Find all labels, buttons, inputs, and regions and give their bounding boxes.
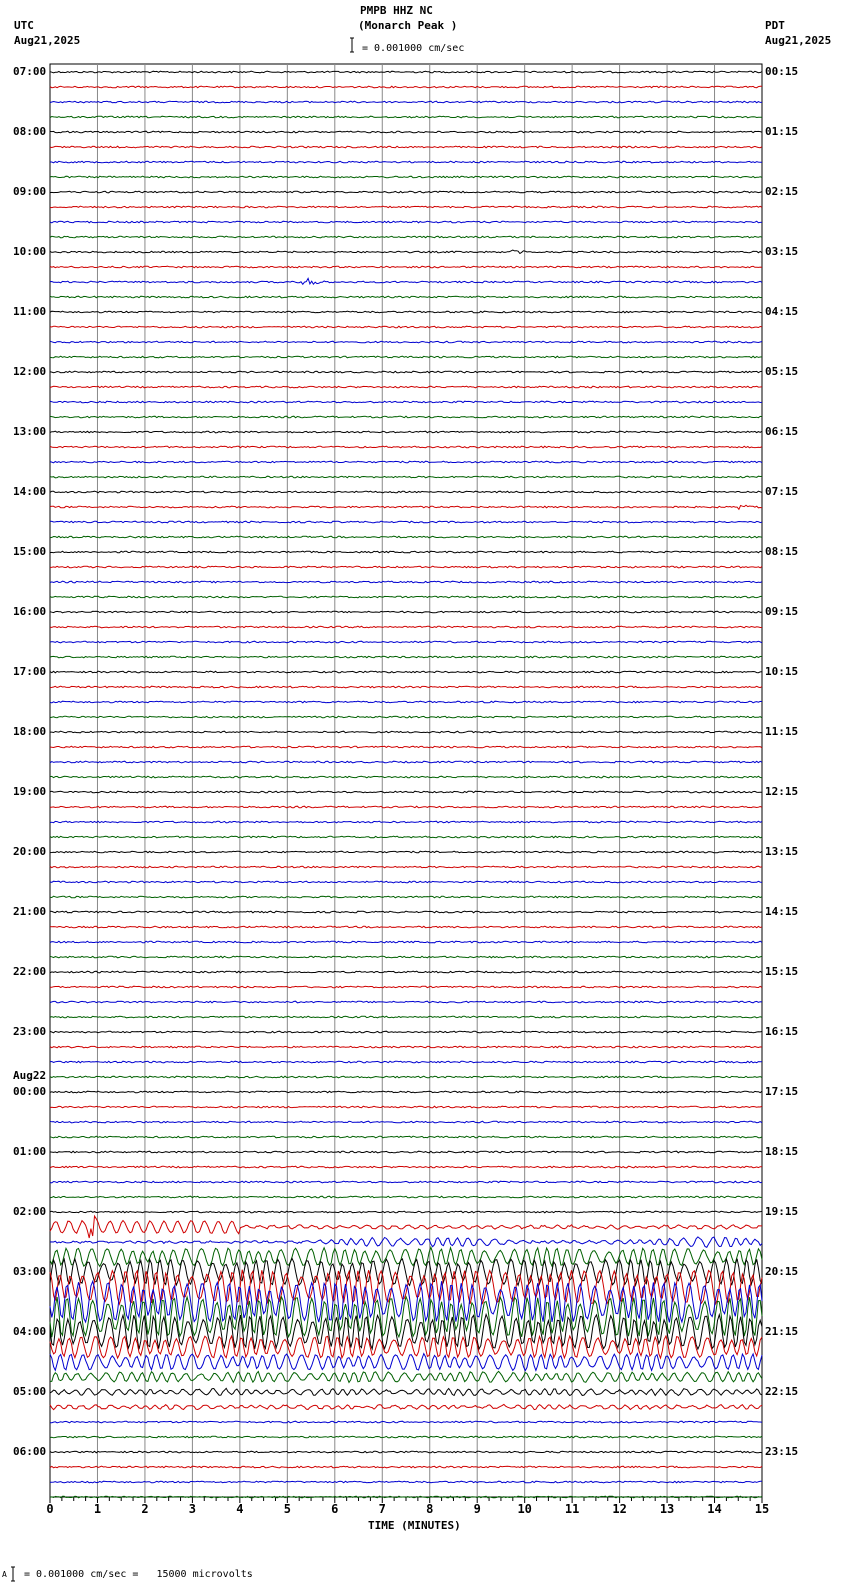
x-tick-label: 13: [659, 1502, 675, 1516]
trace-36: [50, 611, 762, 613]
pdt-hour-label: 08:15: [765, 545, 799, 558]
trace-12: [50, 250, 762, 253]
utc-hour-label: 01:00: [13, 1145, 47, 1158]
left-timezone: UTC: [14, 19, 34, 32]
utc-hour-label: 03:00: [13, 1265, 47, 1278]
trace-89: [50, 1404, 762, 1409]
pdt-hour-label: 10:15: [765, 665, 799, 678]
trace-10: [50, 221, 762, 223]
trace-66: [50, 1061, 762, 1063]
trace-20: [50, 371, 762, 373]
trace-15: [50, 296, 762, 298]
trace-55: [50, 896, 762, 898]
pdt-hour-label: 07:15: [765, 485, 799, 498]
right-date: Aug21,2025: [765, 34, 832, 47]
trace-82: [50, 1281, 762, 1322]
trace-73: [50, 1166, 762, 1168]
utc-hour-label: 19:00: [13, 785, 47, 798]
utc-hour-label: 09:00: [13, 185, 47, 198]
x-tick-label: 9: [473, 1502, 481, 1516]
trace-48: [50, 791, 762, 793]
x-tick-label: 7: [378, 1502, 386, 1516]
trace-90: [50, 1421, 762, 1423]
trace-62: [50, 1001, 762, 1003]
pdt-hour-label: 13:15: [765, 845, 799, 858]
trace-57: [50, 926, 762, 928]
trace-34: [50, 581, 762, 583]
trace-18: [50, 341, 762, 343]
pdt-hour-label: 01:15: [765, 125, 799, 138]
trace-0: [50, 71, 762, 73]
trace-29: [50, 505, 762, 509]
pdt-hour-label: 05:15: [765, 365, 799, 378]
trace-87: [50, 1371, 762, 1382]
utc-hour-label: 23:00: [13, 1025, 47, 1038]
trace-92: [50, 1451, 762, 1453]
trace-41: [50, 686, 762, 688]
trace-76: [50, 1211, 762, 1213]
x-tick-label: 4: [236, 1502, 244, 1516]
trace-64: [50, 1031, 762, 1033]
pdt-hour-label: 14:15: [765, 905, 799, 918]
trace-27: [50, 476, 762, 478]
trace-13: [50, 266, 762, 268]
utc-hour-label: 11:00: [13, 305, 47, 318]
trace-22: [50, 401, 762, 403]
trace-39: [50, 656, 762, 658]
pdt-hour-label: 21:15: [765, 1325, 799, 1338]
utc-hour-label: 13:00: [13, 425, 47, 438]
utc-hour-label: 22:00: [13, 965, 47, 978]
trace-50: [50, 821, 762, 823]
x-tick-label: 14: [707, 1502, 722, 1516]
trace-51: [50, 836, 762, 838]
utc-hour-label: 04:00: [13, 1325, 47, 1338]
pdt-hour-label: 23:15: [765, 1445, 799, 1458]
utc-hour-label: 16:00: [13, 605, 47, 618]
x-tick-label: 3: [188, 1502, 197, 1516]
trace-86: [50, 1354, 762, 1371]
x-tick-label: 1: [93, 1502, 102, 1516]
pdt-hour-label: 20:15: [765, 1265, 799, 1278]
trace-5: [50, 146, 762, 148]
pdt-hour-label: 16:15: [765, 1025, 799, 1038]
pdt-hour-label: 03:15: [765, 245, 799, 258]
trace-59: [50, 956, 762, 958]
trace-42: [50, 701, 762, 703]
trace-23: [50, 416, 762, 418]
trace-2: [50, 101, 762, 103]
trace-49: [50, 806, 762, 808]
trace-8: [50, 191, 762, 193]
trace-45: [50, 746, 762, 748]
footer-scale-bar-icon: [11, 1567, 15, 1581]
footer-scale-note: = 0.001000 cm/sec = 15000 microvolts: [24, 1569, 253, 1580]
trace-26: [50, 461, 762, 463]
utc-hour-label: 08:00: [13, 125, 47, 138]
trace-71: [50, 1136, 762, 1138]
utc-hour-label: 06:00: [13, 1445, 47, 1458]
utc-hour-label: 15:00: [13, 545, 47, 558]
utc-hour-label: 17:00: [13, 665, 47, 678]
pdt-hour-label: 06:15: [765, 425, 799, 438]
x-tick-label: 11: [564, 1502, 580, 1516]
x-tick-label: 8: [426, 1502, 434, 1516]
pdt-hour-label: 22:15: [765, 1385, 799, 1398]
trace-35: [50, 596, 762, 598]
trace-78: [50, 1237, 762, 1247]
utc-hour-label: 18:00: [13, 725, 47, 738]
trace-67: [50, 1076, 762, 1078]
trace-91: [50, 1436, 762, 1438]
trace-38: [50, 641, 762, 643]
x-tick-label: 10: [517, 1502, 532, 1516]
pdt-hour-label: 11:15: [765, 725, 799, 738]
trace-33: [50, 566, 762, 568]
trace-7: [50, 176, 762, 178]
trace-83: [50, 1297, 762, 1337]
trace-69: [50, 1106, 762, 1108]
utc-hour-label: 20:00: [13, 845, 47, 858]
trace-74: [50, 1181, 762, 1183]
utc-hour-label: 05:00: [13, 1385, 47, 1398]
x-tick-label: 0: [46, 1502, 54, 1516]
trace-9: [50, 206, 762, 208]
trace-94: [50, 1481, 762, 1483]
footer-prefix: A: [2, 1570, 7, 1579]
station-location: (Monarch Peak ): [358, 19, 458, 32]
x-tick-label: 5: [283, 1502, 291, 1516]
trace-79: [50, 1247, 762, 1266]
trace-14: [50, 278, 762, 284]
trace-93: [50, 1466, 762, 1468]
utc-hour-label: 00:00: [13, 1085, 47, 1098]
trace-11: [50, 236, 762, 238]
trace-63: [50, 1016, 762, 1018]
trace-56: [50, 911, 762, 913]
trace-44: [50, 731, 762, 733]
pdt-hour-label: 04:15: [765, 305, 799, 318]
utc-hour-label: 14:00: [13, 485, 47, 498]
date-change-label: Aug22: [13, 1069, 47, 1082]
pdt-hour-label: 18:15: [765, 1145, 799, 1158]
trace-1: [50, 86, 762, 88]
x-tick-label: 2: [141, 1502, 149, 1516]
left-date: Aug21,2025: [14, 34, 81, 47]
utc-hour-label: 12:00: [13, 365, 47, 378]
pdt-hour-label: 19:15: [765, 1205, 799, 1218]
trace-75: [50, 1196, 762, 1198]
utc-hour-label: 10:00: [13, 245, 47, 258]
trace-54: [50, 881, 762, 883]
trace-60: [50, 971, 762, 973]
x-axis-label: TIME (MINUTES): [368, 1519, 461, 1532]
trace-77: [50, 1216, 762, 1238]
trace-46: [50, 761, 762, 763]
trace-6: [50, 161, 762, 163]
trace-32: [50, 551, 762, 553]
trace-3: [50, 116, 762, 118]
pdt-hour-label: 00:15: [765, 65, 799, 78]
utc-hour-label: 07:00: [13, 65, 47, 78]
trace-68: [50, 1091, 762, 1093]
x-tick-label: 6: [331, 1502, 339, 1516]
trace-21: [50, 386, 762, 388]
trace-17: [50, 326, 762, 328]
pdt-hour-label: 12:15: [765, 785, 799, 798]
pdt-hour-label: 09:15: [765, 605, 799, 618]
trace-43: [50, 716, 762, 718]
trace-47: [50, 776, 762, 778]
trace-37: [50, 626, 762, 628]
x-tick-label: 12: [612, 1502, 627, 1516]
trace-88: [50, 1388, 762, 1395]
pdt-hour-label: 17:15: [765, 1085, 799, 1098]
trace-53: [50, 866, 762, 868]
trace-31: [50, 536, 762, 538]
trace-70: [50, 1121, 762, 1123]
trace-28: [50, 491, 762, 493]
trace-30: [50, 521, 762, 523]
utc-hour-label: 02:00: [13, 1205, 47, 1218]
pdt-hour-label: 02:15: [765, 185, 799, 198]
right-timezone: PDT: [765, 19, 785, 32]
trace-40: [50, 671, 762, 673]
trace-19: [50, 356, 762, 358]
trace-72: [50, 1151, 762, 1153]
pdt-hour-label: 15:15: [765, 965, 799, 978]
station-title: PMPB HHZ NC: [360, 4, 433, 17]
trace-52: [50, 851, 762, 853]
utc-hour-label: 21:00: [13, 905, 47, 918]
trace-24: [50, 431, 762, 433]
x-tick-label: 15: [754, 1502, 770, 1516]
trace-16: [50, 311, 762, 313]
scale-label: = 0.001000 cm/sec: [362, 43, 465, 54]
trace-4: [50, 131, 762, 133]
trace-58: [50, 941, 762, 943]
trace-61: [50, 986, 762, 988]
trace-25: [50, 446, 762, 448]
scale-bar-icon: [350, 38, 354, 52]
trace-65: [50, 1046, 762, 1048]
